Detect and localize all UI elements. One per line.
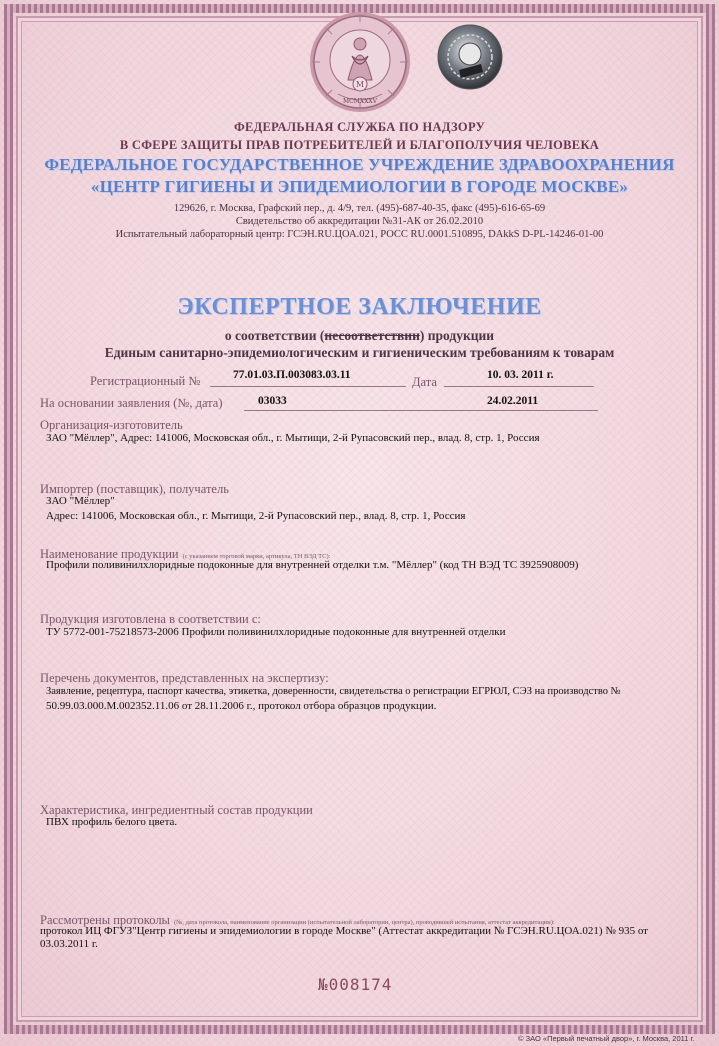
- rospotrebnadzor-emblem-icon: [308, 10, 412, 114]
- conformity-suffix: ) продукции: [419, 328, 495, 343]
- basis-date: 24.02.2011: [487, 395, 539, 407]
- agency-line-2: В СФЕРЕ ЗАЩИТЫ ПРАВ ПОТРЕБИТЕЛЕЙ И БЛАГОПОЛУЧИЯ ЧЕЛОВЕКА: [119, 138, 600, 152]
- printer-footer: © ЗАО «Первый печатный двор», г. Москва, 2011 г.: [518, 1034, 695, 1043]
- institution-line-2: «ЦЕНТР ГИГИЕНЫ И ЭПИДЕМИОЛОГИИ В ГОРОДЕ МОСКВЕ»: [90, 177, 629, 196]
- requirements-subtitle: Единым санитарно-эпидемиологическим и гигиеническим требованиям к товарам: [104, 345, 615, 360]
- basis-label: На основании заявления (№, дата): [40, 396, 223, 410]
- protocols-line-1: протокол ИЦ ФГУЗ"Центр гигиены и эпидемиологии в городе Москве" (Аттестат аккредитации № ГСЭН.RU.ЦОА.021) № 935 от: [40, 925, 648, 937]
- serial-number: №008174: [318, 975, 393, 994]
- documents-line-1: Заявление, рецептура, паспорт качества, этикетка, доверенности, свидетельства о регистрации ЕГРЮЛ, СЭЗ на производство №: [46, 686, 621, 697]
- product-label-note: (с указанием торговой марки, артикула, ТН ВЭД ТС):: [182, 553, 331, 560]
- institution-address: 129626, г. Москва, Графский пер., д. 4/9, тел. (495)-687-40-35, факс (495)-616-65-69: [173, 203, 546, 214]
- composition-label: Характеристика, ингредиентный состав продукции: [40, 803, 313, 817]
- svg-text:M: M: [355, 80, 365, 89]
- basis-number: 03033: [258, 395, 287, 407]
- institution-line-1: ФЕДЕРАЛЬНОЕ ГОСУДАРСТВЕННОЕ УЧРЕЖДЕНИЕ ЗДРАВООХРАНЕНИЯ: [44, 155, 675, 174]
- product-label: Наименование продукции: [40, 547, 179, 561]
- documents-label: Перечень документов, представленных на экспертизу:: [40, 671, 329, 685]
- date-underline: [444, 386, 594, 387]
- manufacturer-label: Организация-изготовитель: [40, 418, 183, 432]
- agency-line-1: ФЕДЕРАЛЬНАЯ СЛУЖБА ПО НАДЗОРУ: [233, 120, 486, 134]
- hologram-seal-icon: [437, 24, 503, 90]
- manufacturer-value: ЗАО "Мёллер", Адрес: 141006, Московская обл., г. Мытищи, 2-й Рупасовский пер., влад. 8, стр. 1, Россия: [46, 432, 540, 444]
- basis-underline: [244, 410, 598, 411]
- importer-name: ЗАО "Мёллер": [46, 495, 115, 507]
- composition-value: ПВХ профиль белого цвета.: [46, 816, 178, 828]
- emblem-year-text: MCMXXXV: [342, 98, 378, 105]
- registration-underline: [210, 386, 406, 387]
- nonconformity-struck: несоответствии: [324, 328, 420, 343]
- protocols-label: Рассмотрены протоколы: [40, 913, 170, 927]
- documents-line-2: 50.99.03.000.М.002352.11.06 от 28.11.2006 г., протокол отбора образцов продукции.: [46, 700, 437, 712]
- protocols-line-2: 03.03.2011 г.: [40, 938, 98, 950]
- registration-number-label: Регистрационный №: [90, 374, 201, 388]
- lab-center-info: Испытательный лабораторный центр: ГСЭН.RU.ЦОА.021, РОСС RU.0001.510895, DAkkS D-PL-14246-01-00: [115, 229, 604, 240]
- standard-label: Продукция изготовлена в соответствии с:: [40, 612, 261, 626]
- document-title: ЭКСПЕРТНОЕ ЗАКЛЮЧЕНИЕ: [177, 294, 542, 320]
- importer-address: Адрес: 141006, Московская обл., г. Мытищи, 2-й Рупасовский пер., влад. 8, стр. 1, Россия: [46, 510, 466, 522]
- date-value: 10. 03. 2011 г.: [487, 369, 554, 381]
- conformity-prefix: о соответствии (: [224, 328, 325, 343]
- conformity-subtitle: [0, 328, 719, 344]
- product-value: Профили поливинилхлоридные подоконные для внутренней отделки т.м. "Мёллер" (код ТН ВЭД ТС 3925908009): [46, 559, 579, 571]
- standard-value: ТУ 5772-001-75218573-2006 Профили поливинилхлоридные подоконные для внутренней отделки: [46, 626, 506, 638]
- importer-label: Импортер (поставщик), получатель: [40, 482, 229, 496]
- date-label: Дата: [412, 375, 437, 389]
- accreditation-certificate: Свидетельство об аккредитации №31-АК от 26.02.2010: [235, 216, 484, 227]
- registration-number-value: 77.01.03.П.003083.03.11: [233, 369, 351, 381]
- protocols-label-note: (№, дата протокола, наименование организации (испытательной лаборатории, центра), проводившей испытания, аттестат аккредитации):: [173, 919, 555, 926]
